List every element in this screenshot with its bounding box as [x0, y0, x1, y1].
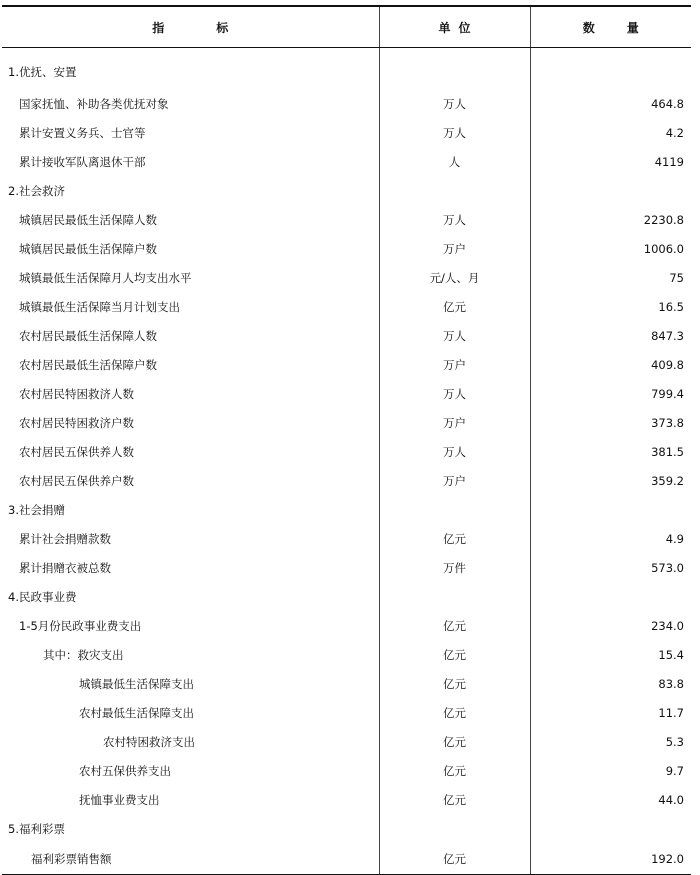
row-name: 农村居民五保供养人数 [19, 444, 134, 459]
header-indicator-label: 指标 [152, 20, 281, 35]
row-name: 农村特困救济支出 [103, 734, 195, 749]
row-unit: 万人 [379, 89, 530, 118]
row-name: 城镇居民最低生活保障户数 [19, 241, 157, 256]
row-value: 4.2 [530, 118, 691, 147]
row-unit: 亿元 [379, 611, 530, 640]
row-unit: 亿元 [379, 669, 530, 698]
header-row [2, 6, 691, 48]
row-name: 城镇最低生活保障当月计划支出 [19, 299, 180, 314]
row-value: 75 [530, 263, 691, 292]
row-value: 5.3 [530, 727, 691, 756]
row-name: 农村居民最低生活保障人数 [19, 328, 157, 343]
table-row [2, 89, 691, 118]
table-row [2, 234, 691, 263]
row-name: 农村居民特困救济户数 [19, 415, 134, 430]
row-unit: 亿元 [379, 292, 530, 321]
row-name: 累计安置义务兵、士官等 [19, 125, 146, 140]
table-row [2, 727, 691, 756]
row-unit: 亿元 [379, 727, 530, 756]
table-row [2, 437, 691, 466]
row-value: 44.0 [530, 785, 691, 814]
table-row [2, 669, 691, 698]
table-row [2, 582, 691, 611]
row-value: 464.8 [530, 89, 691, 118]
row-unit: 亿元 [379, 785, 530, 814]
row-name: 累计社会捐赠款数 [19, 531, 111, 546]
table-row [2, 640, 691, 669]
row-unit [379, 176, 530, 205]
row-name: 农村居民最低生活保障户数 [19, 357, 157, 372]
row-name: 城镇居民最低生活保障人数 [19, 212, 157, 227]
table-row [2, 321, 691, 350]
table-row [2, 176, 691, 205]
row-name: 3.社会捐赠 [8, 502, 65, 517]
row-name: 其中：救灾支出 [43, 647, 124, 662]
row-name: 农村最低生活保障支出 [79, 705, 194, 720]
row-name: 国家抚恤、补助各类优抚对象 [19, 96, 169, 111]
table-row [2, 524, 691, 553]
header-quantity [530, 6, 691, 48]
row-unit: 元/人、月 [379, 263, 530, 292]
row-value: 11.7 [530, 698, 691, 727]
row-name: 城镇最低生活保障月人均支出水平 [19, 270, 192, 285]
table-row [2, 698, 691, 727]
row-unit: 万件 [379, 553, 530, 582]
stats-table [2, 5, 691, 875]
row-value: 15.4 [530, 640, 691, 669]
row-value: 373.8 [530, 408, 691, 437]
row-unit: 万户 [379, 466, 530, 495]
row-value: 573.0 [530, 553, 691, 582]
row-value: 83.8 [530, 669, 691, 698]
row-name: 2.社会救济 [8, 183, 65, 198]
table-row [2, 205, 691, 234]
row-name: 5.福利彩票 [8, 821, 65, 836]
row-name: 累计捐赠衣被总数 [19, 560, 111, 575]
row-name: 城镇最低生活保障支出 [79, 676, 194, 691]
row-value: 359.2 [530, 466, 691, 495]
row-unit: 万人 [379, 379, 530, 408]
row-unit [379, 495, 530, 524]
table-row [2, 350, 691, 379]
row-value: 799.4 [530, 379, 691, 408]
table-row [2, 466, 691, 495]
table-row [2, 292, 691, 321]
row-unit: 万人 [379, 321, 530, 350]
row-name: 农村居民特困救济人数 [19, 386, 134, 401]
row-value: 381.5 [530, 437, 691, 466]
header-unit-label: 单位 [438, 20, 479, 35]
row-value: 4119 [530, 147, 691, 176]
table-row [2, 495, 691, 524]
row-name: 累计接收军队离退休干部 [19, 154, 146, 169]
row-unit: 万户 [379, 234, 530, 263]
row-name: 抚恤事业费支出 [79, 792, 160, 807]
header-quantity-label: 数量 [582, 20, 671, 35]
row-unit: 万人 [379, 437, 530, 466]
row-value: 847.3 [530, 321, 691, 350]
table-row [2, 553, 691, 582]
row-value: 16.5 [530, 292, 691, 321]
row-value: 234.0 [530, 611, 691, 640]
row-name: 1.优抚、安置 [8, 64, 77, 79]
row-unit [379, 814, 530, 843]
row-value: 1006.0 [530, 234, 691, 263]
row-name: 农村居民五保供养户数 [19, 473, 134, 488]
row-value: 9.7 [530, 756, 691, 785]
row-name: 福利彩票销售额 [2, 843, 379, 875]
row-value: 4.9 [530, 524, 691, 553]
row-unit: 亿元 [379, 524, 530, 553]
row-unit [379, 582, 530, 611]
row-unit: 万人 [379, 205, 530, 234]
header-indicator [2, 6, 379, 48]
table-row [2, 814, 691, 843]
row-unit [379, 48, 530, 90]
row-unit: 万户 [379, 350, 530, 379]
row-unit: 万户 [379, 408, 530, 437]
row-unit: 人 [379, 147, 530, 176]
row-unit: 亿元 [379, 698, 530, 727]
table-row [2, 756, 691, 785]
row-value: 409.8 [530, 350, 691, 379]
table-row [2, 611, 691, 640]
row-unit: 万人 [379, 118, 530, 147]
row-value [530, 814, 691, 843]
row-value: 2230.8 [530, 205, 691, 234]
row-unit: 亿元 [379, 756, 530, 785]
table-row [2, 785, 691, 814]
row-name: 农村五保供养支出 [79, 763, 171, 778]
table-row [2, 379, 691, 408]
table-row [2, 147, 691, 176]
table-row [2, 408, 691, 437]
row-value [530, 495, 691, 524]
table-row [2, 118, 691, 147]
header-unit [379, 6, 530, 48]
table-row [2, 48, 691, 90]
row-unit: 亿元 [379, 843, 530, 875]
row-value [530, 176, 691, 205]
table-row [2, 263, 691, 292]
row-unit: 亿元 [379, 640, 530, 669]
row-name: 1-5月份民政事业费支出 [19, 618, 142, 633]
row-value: 192.0 [530, 843, 691, 875]
row-value [530, 48, 691, 90]
row-name: 4.民政事业费 [8, 589, 77, 604]
table-row [2, 843, 691, 875]
row-value [530, 582, 691, 611]
